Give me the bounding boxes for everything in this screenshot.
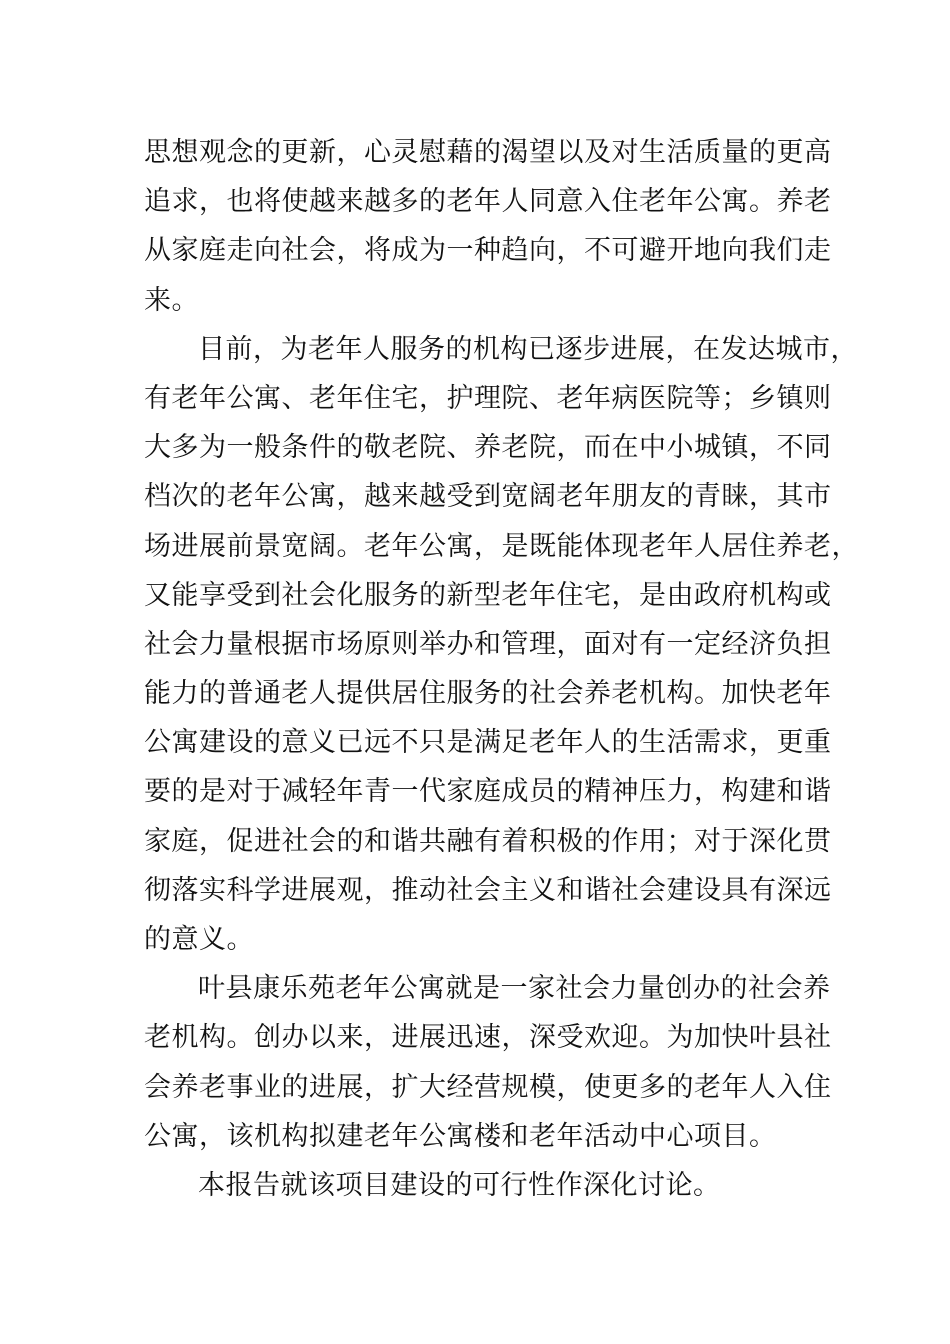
body-text (144, 128, 859, 1210)
text-line: 会养老事业的进展，扩大经营规模，使更多的老年人入住 (144, 1071, 832, 1103)
text-line: 能力的普通老人提供居住服务的社会养老机构。加快老年 (144, 678, 832, 710)
text-line: 公寓建设的意义已远不只是满足老年人的生活需求，更重 (144, 727, 832, 759)
text-line: 从家庭走向社会，将成为一种趋向，不可避开地向我们走 (144, 235, 832, 267)
paragraph-first-line: 本报告就该项目建设的可行性作深化讨论。 (198, 1169, 721, 1201)
text-line: 的意义。 (144, 924, 254, 955)
text-line: 来。 (144, 284, 199, 316)
text-line: 场进展前景宽阔。老年公寓，是既能体现老年人居住养老， (144, 530, 859, 562)
paragraph-first-line: 叶县康乐苑老年公寓就是一家社会力量创办的社会养 (198, 973, 831, 1005)
text-line: 大多为一般条件的敬老院、养老院，而在中小城镇，不同 (144, 432, 832, 464)
text-line: 公寓，该机构拟建老年公寓楼和老年活动中心项目。 (144, 1120, 777, 1152)
text-line: 追求，也将使越来越多的老年人同意入住老年公寓。养老 (144, 186, 832, 218)
text-line: 老机构。创办以来，进展迅速，深受欢迎。为加快叶县社 (144, 1022, 832, 1054)
text-line: 彻落实科学进展观，推动社会主义和谐社会建设具有深远 (144, 874, 832, 906)
text-line: 思想观念的更新，心灵慰藉的渴望以及对生活质量的更高 (144, 137, 832, 168)
text-line: 又能享受到社会化服务的新型老年住宅，是由政府机构或 (144, 579, 832, 611)
text-line: 要的是对于减轻年青一代家庭成员的精神压力，构建和谐 (144, 776, 832, 808)
text-line: 有老年公寓、老年住宅，护理院、老年病医院等；乡镇则 (144, 382, 832, 414)
text-line: 社会力量根据市场原则举办和管理，面对有一定经济负担 (144, 628, 832, 660)
text-line: 家庭，促进社会的和谐共融有着积极的作用；对于深化贯 (144, 825, 832, 857)
text-line: 档次的老年公寓，越来越受到宽阔老年朋友的青睐，其市 (144, 481, 832, 513)
paragraph-first-line: 目前，为老年人服务的机构已逐步进展，在发达城市， (198, 333, 858, 365)
